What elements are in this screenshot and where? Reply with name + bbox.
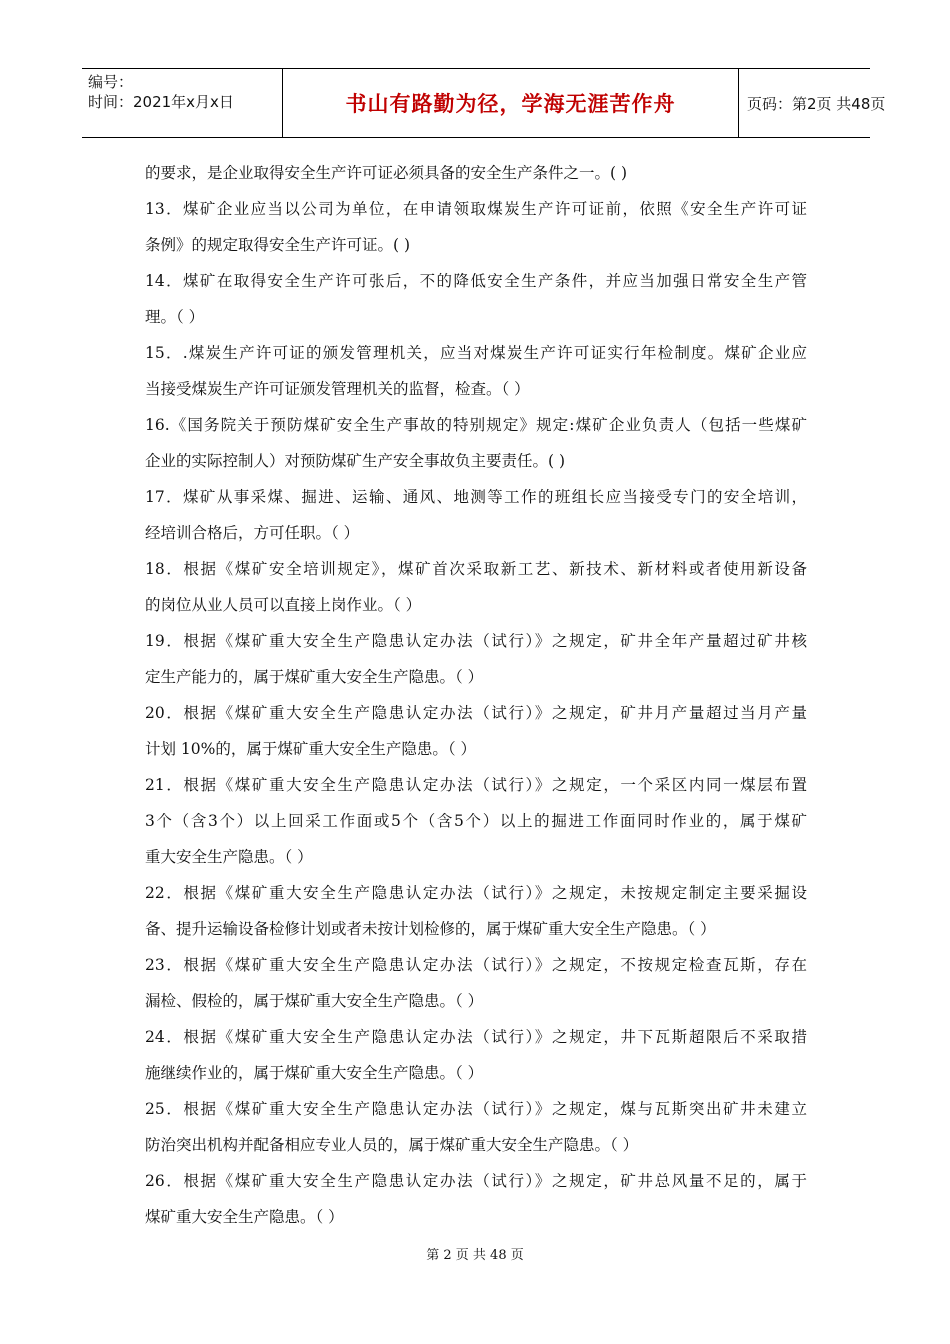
document-body	[145, 155, 807, 1235]
text-line: 13．煤矿企业应当以公司为单位，在申请领取煤炭生产许可证前，依照《安全生产许可证	[145, 200, 807, 218]
text-line: 21．根据《煤矿重大安全生产隐患认定办法（试行）》之规定，一个采区内同一煤层布置	[145, 776, 807, 794]
text-line: 26．根据《煤矿重大安全生产隐患认定办法（试行）》之规定，矿井总风量不足的，属于	[145, 1172, 807, 1190]
text-line: 16.《国务院关于预防煤矿安全生产事故的特别规定》规定:煤矿企业负责人（包括一些煤矿	[145, 416, 807, 434]
text-line: 定生产能力的，属于煤矿重大安全生产隐患。（ ）	[145, 668, 484, 686]
text-line: 施继续作业的，属于煤矿重大安全生产隐患。（ ）	[145, 1064, 484, 1082]
text-line: 14．煤矿在取得安全生产许可张后，不的降低安全生产条件，并应当加强日常安全生产管	[145, 272, 807, 290]
text-line: 漏检、假检的，属于煤矿重大安全生产隐患。（ ）	[145, 992, 484, 1010]
text-line: 3个（含3个）以上回采工作面或5个（含5个）以上的掘进工作面同时作业的，属于煤矿	[145, 812, 807, 830]
text-line: 的岗位从业人员可以直接上岗作业。（ ）	[145, 596, 422, 614]
page-footer: 第 2 页 共 48 页	[426, 1248, 524, 1263]
text-line: 计划 10%的，属于煤矿重大安全生产隐患。（ ）	[145, 740, 477, 758]
page-header	[82, 68, 886, 138]
text-line: 备、提升运输设备检修计划或者未按计划检修的，属于煤矿重大安全生产隐患。（ ）	[145, 920, 716, 938]
text-line: 19．根据《煤矿重大安全生产隐患认定办法（试行）》之规定，矿井全年产量超过矿井核	[145, 632, 807, 650]
text-line: 煤矿重大安全生产隐患。（ ）	[145, 1208, 344, 1226]
text-line: 15．.煤炭生产许可证的颁发管理机关，应当对煤炭生产许可证实行年检制度。煤矿企业应	[145, 344, 807, 362]
header-motto: 书山有路勤为径，学海无涯苦作舟	[345, 92, 676, 116]
text-line: 企业的实际控制人）对预防煤矿生产安全事故负主要责任。( )	[145, 452, 566, 470]
header-motto-cell	[283, 69, 739, 137]
header-meta-cell	[82, 69, 283, 137]
text-line: 的要求，是企业取得安全生产许可证必须具备的安全生产条件之一。( )	[145, 164, 628, 182]
text-line: 防治突出机构并配备相应专业人员的，属于煤矿重大安全生产隐患。（ ）	[145, 1136, 639, 1154]
text-line: 理。（ ）	[145, 308, 205, 326]
text-line: 18．根据《煤矿安全培训规定》，煤矿首次采取新工艺、新技术、新材料或者使用新设备	[145, 560, 807, 578]
text-line: 重大安全生产隐患。（ ）	[145, 848, 313, 866]
document-number-label: 编号：	[88, 73, 134, 91]
text-line: 经培训合格后，方可任职。（ ）	[145, 524, 360, 542]
text-line: 条例》的规定取得安全生产许可证。( )	[145, 236, 411, 254]
document-date-label: 时间：2021年x月x日	[88, 93, 234, 111]
header-page-cell	[739, 69, 886, 137]
text-line: 17．煤矿从事采煤、掘进、运输、通风、地测等工作的班组长应当接受专门的安全培训，	[145, 488, 807, 506]
text-line: 当接受煤炭生产许可证颁发管理机关的监督，检查。（ ）	[145, 380, 530, 398]
text-line: 25．根据《煤矿重大安全生产隐患认定办法（试行）》之规定，煤与瓦斯突出矿井未建立	[145, 1100, 807, 1118]
text-line: 20．根据《煤矿重大安全生产隐患认定办法（试行）》之规定，矿井月产量超过当月产量	[145, 704, 807, 722]
text-line: 24．根据《煤矿重大安全生产隐患认定办法（试行）》之规定，井下瓦斯超限后不采取措	[145, 1028, 807, 1046]
text-line: 23．根据《煤矿重大安全生产隐患认定办法（试行）》之规定，不按规定检查瓦斯，存在	[145, 956, 807, 974]
text-line: 22．根据《煤矿重大安全生产隐患认定办法（试行）》之规定，未按规定制定主要采掘设	[145, 884, 807, 902]
header-page-info: 页码：第2页 共48页	[747, 94, 886, 113]
